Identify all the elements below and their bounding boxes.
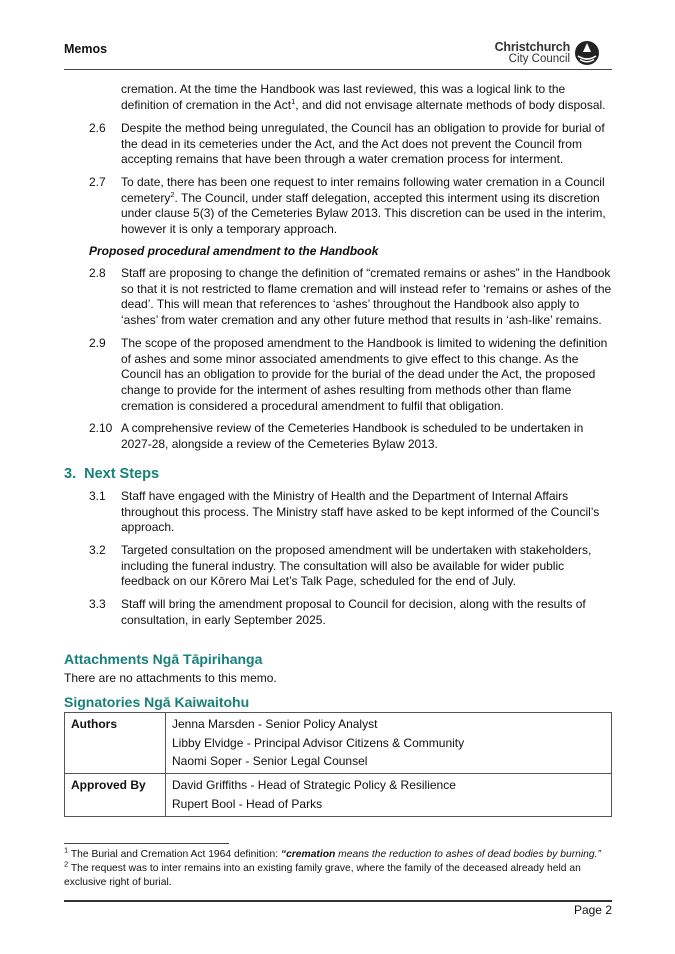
signatory-name: Libby Elvidge - Principal Advisor Citizens & Community [172,735,465,750]
signatory-role-approved: Approved By [65,774,166,816]
signatory-name: Jenna Marsden - Senior Policy Analyst [172,717,378,731]
attachments-text: There are no attachments to this memo. [64,671,277,685]
paragraph-number: 2.7 [89,175,106,189]
signatory-name: Naomi Soper - Senior Legal Counsel [172,754,368,769]
signatory-name: Rupert Bool - Head of Parks [172,796,323,811]
logo-line-2: City Council [508,53,570,65]
paragraph-number: 2.10 [89,421,113,435]
section-heading-next-steps: 3. Next Steps [64,466,160,482]
council-logo [496,40,600,68]
paragraph-2-10: A comprehensive review of the Cemeteries Handbook is scheduled to be undertaken in 2027-28, alongside a review of the Cemeteries Bylaw 2013. [121,421,584,451]
page-number: Page 2 [573,903,612,917]
subheading-procedural-amendment: Proposed procedural amendment to the Handbook [89,244,379,258]
paragraph-number: 3.2 [89,543,106,557]
table-row [65,774,612,816]
table-row [65,713,612,774]
paragraph-2-7: To date, there has been one request to inter remains following water cremation in a Council cemetery$^2$. The Council, under staff delegation, accepted this interment using its discretion under clause 5(3) of the Cemeteries Bylaw 2013. This discretion can be used in the interim, however it is only a temporary approach. [121,175,606,237]
paragraph-number: 2.9 [89,336,106,350]
signatories-heading: Signatories Ngā Kaiwaitohu [64,694,250,710]
paragraph-3-1: Staff have engaged with the Ministry of Health and the Department of Internal Affairs throughout this process. The Ministry staff have asked to be kept informed of the Council’s approach. [121,489,600,535]
paragraph-2-8: Staff are proposing to change the definition of “cremated remains or ashes” in the Handbook so that it is not restricted to flame cremation and will instead refer to ‘remains or ashes of the dead’. This will mean that references to ‘ashes’ throughout the Handbook also apply to ‘ashes’ from water cremation and any other future method that results in ‘ash-like’ remains. [121,266,612,328]
paragraph-2-9: The scope of the proposed amendment to the Handbook is limited to widening the definition of ashes and some minor associated amendments to give effect to this change. As the Council has an obligation to provide for the burial of the dead under the Act, the proposed change to provide for the interment of ashes resulting from methods other than flame cremation is considered a procedural amendment to fulfil that obligation. [121,336,608,413]
signatory-names [166,774,612,816]
footnote-separator [64,843,229,844]
signatory-names [166,713,612,774]
header-rule [64,69,612,70]
paragraph-number: 2.8 [89,266,106,280]
footnote-ref-2[interactable]: 2 [170,189,175,199]
paragraph-number: 3.1 [89,489,106,503]
paragraph-number: 3.3 [89,597,106,611]
paragraph-3-2: Targeted consultation on the proposed amendment will be undertaken with stakeholders, including the funeral industry. The consultation will also be available for wider public feedback on our Kōrero Mai Let’s Talk Page, scheduled for the end of July. [121,543,592,589]
footer-rule [64,900,612,902]
attachments-heading: Attachments Ngā Tāpirihanga [64,651,263,667]
signatories-table [64,712,612,817]
signatory-role-authors: Authors [65,713,166,774]
footnote-1: $^1$ The Burial and Cremation Act 1964 definition: “cremation means the reduction to ashes of dead bodies by burning.” [64,845,601,860]
logo-line-1: Christchurch [494,40,570,54]
paragraph-number: 2.6 [89,121,106,135]
paragraph-intro: cremation. At the time the Handbook was last reviewed, this was a logical link to the definition of cremation in the Act$^1$, and did not envisage alternate methods of body disposal. [121,82,606,112]
header-title: Memos [64,42,108,56]
signatory-name: David Griffiths - Head of Strategic Policy & Resilience [172,778,456,793]
paragraph-3-3: Staff will bring the amendment proposal to Council for decision, along with the results of consultation, in early September 2025. [121,597,586,627]
footnote-ref-1[interactable]: 1 [291,96,296,106]
council-emblem-icon [574,40,600,66]
paragraph-2-6: Despite the method being unregulated, the Council has an obligation to provide for burial of the dead in its cemeteries under the Act, and the Act does not prevent the Council from accepting remains that have been through a water cremation process for interment. [121,121,605,167]
footnote-2: $^2$ The request was to inter remains into an existing family grave, where the family of the deceased already held an exclusive right of burial. [64,859,581,888]
